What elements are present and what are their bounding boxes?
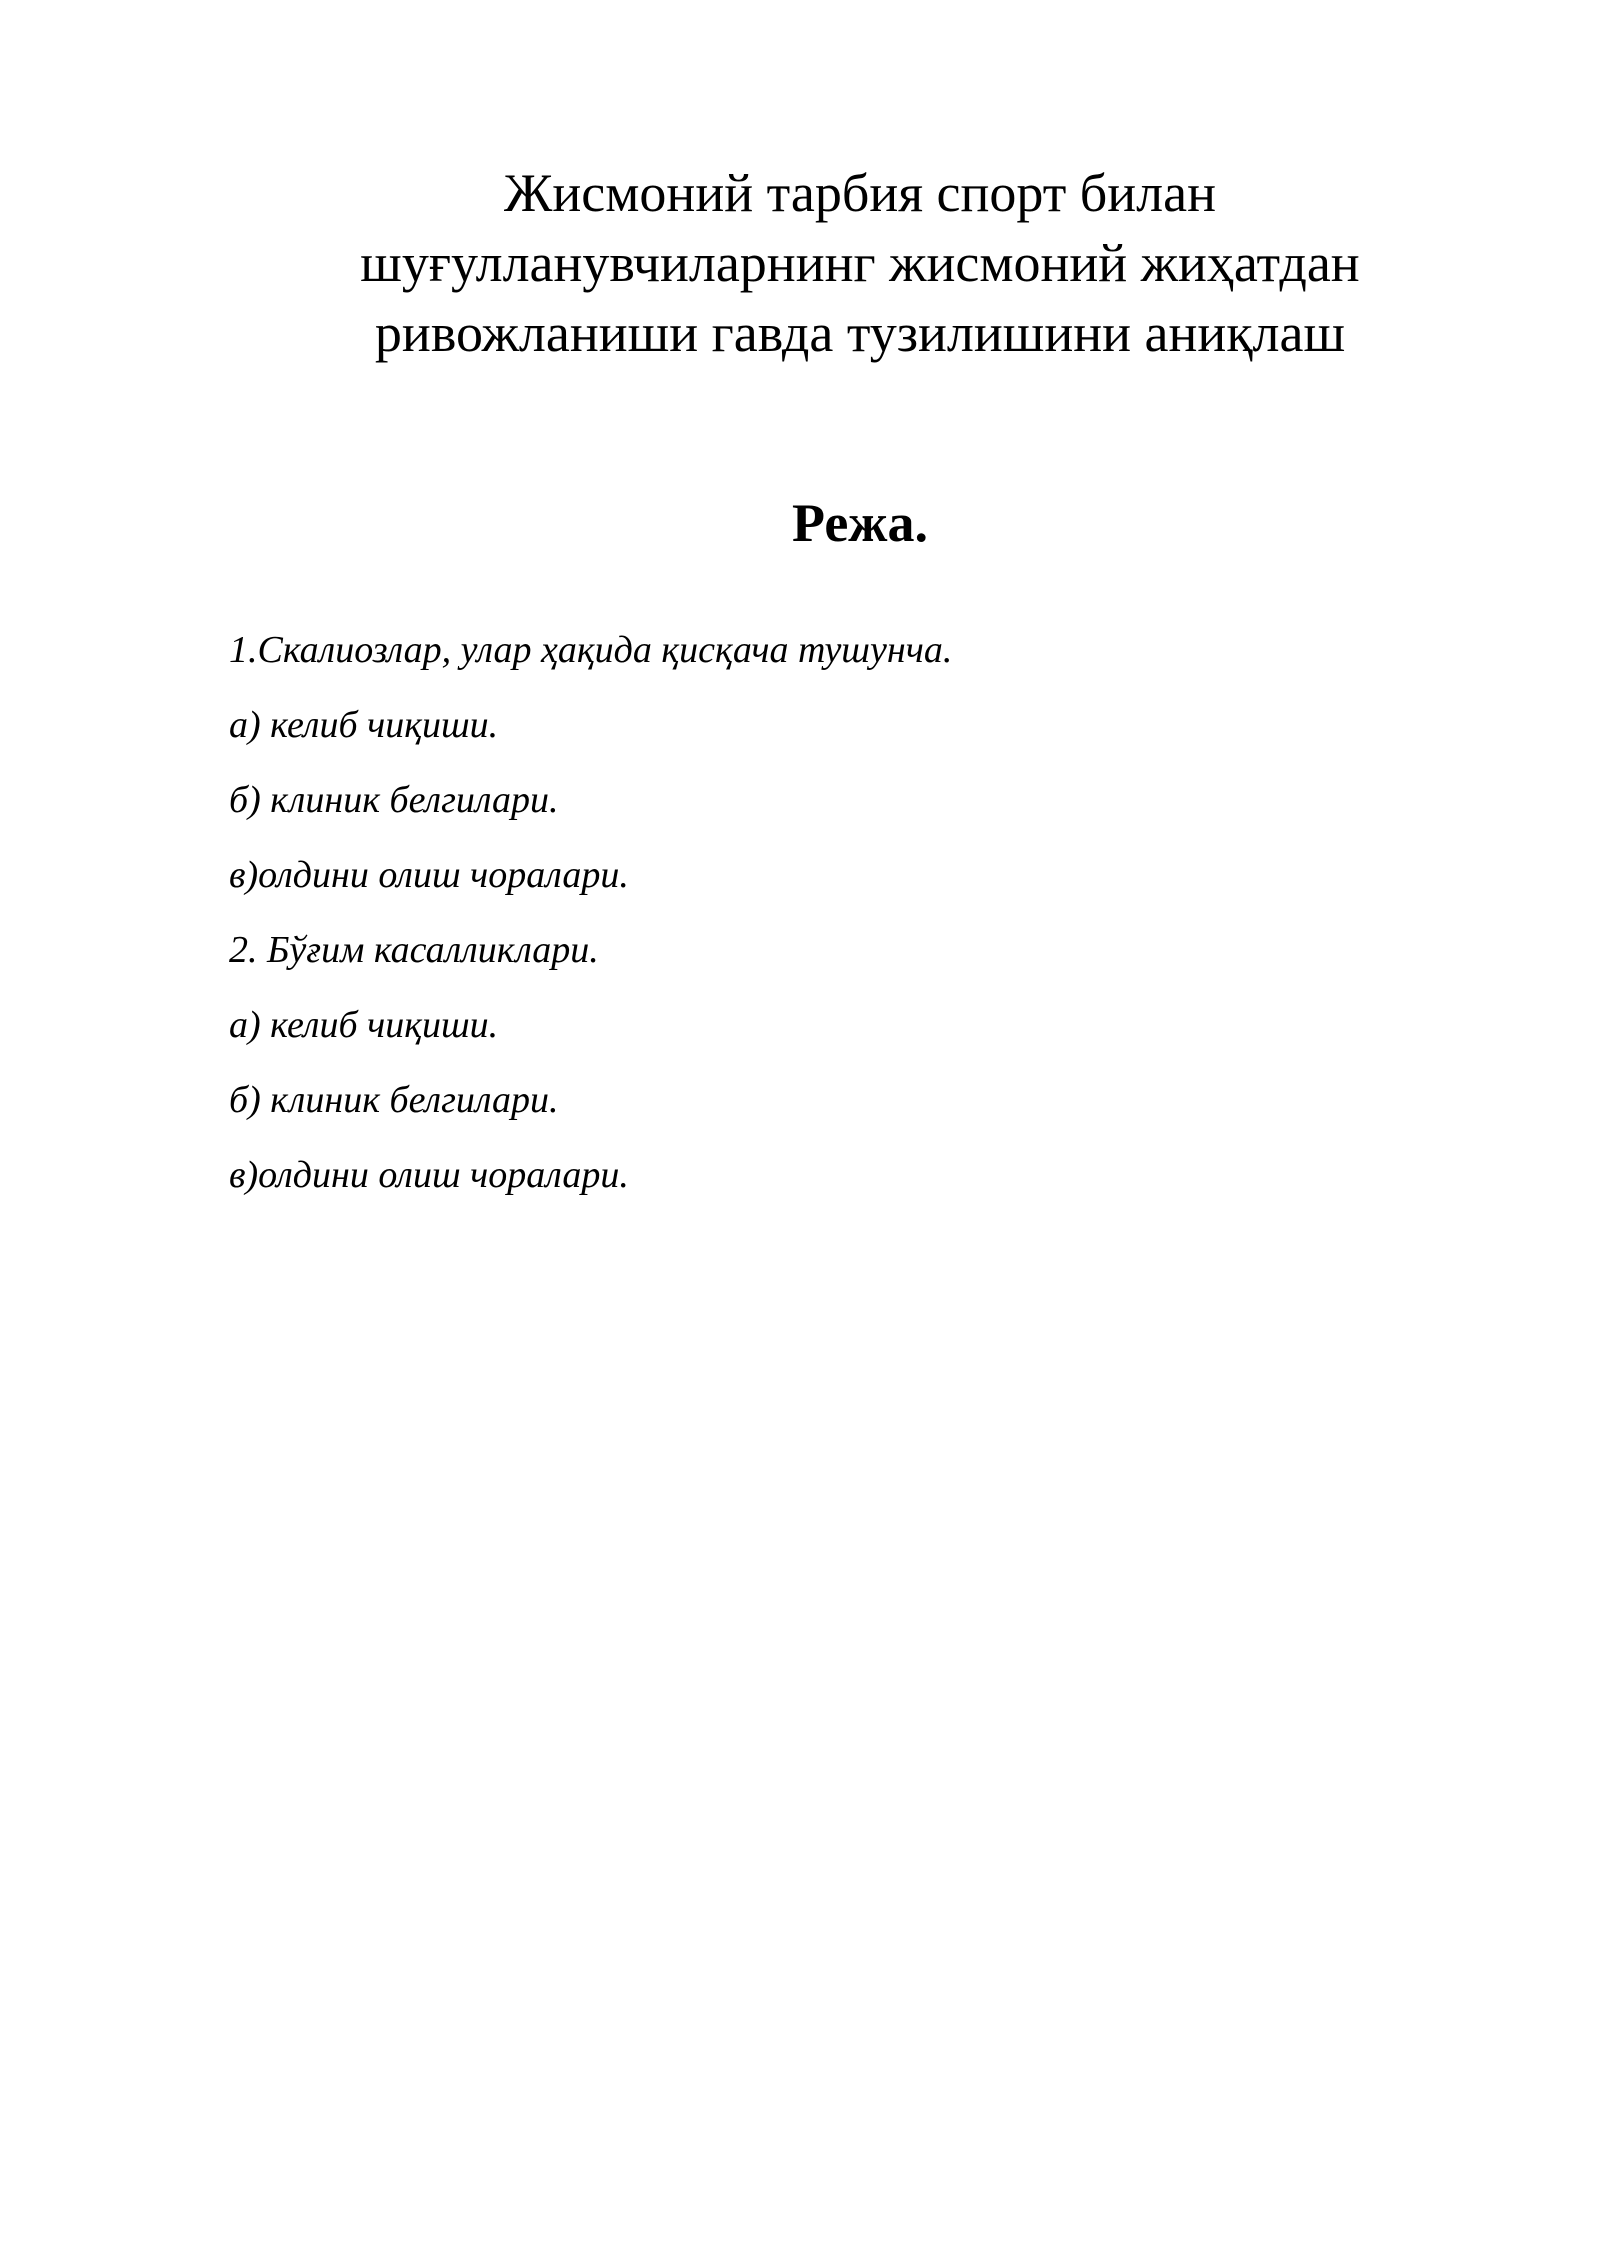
title-line-1: Жисмоний тарбия спорт билан xyxy=(504,163,1216,223)
document-title xyxy=(260,158,1460,368)
plan-item: б) клиник белгилари. xyxy=(229,779,559,821)
title-line-3: ривожланиши гавда тузилишини аниқлаш xyxy=(374,303,1346,363)
title-line-2: шуғулланувчиларнинг жисмоний жиҳатдан xyxy=(360,233,1360,293)
plan-heading: Режа. xyxy=(792,493,928,553)
plan-item: 1.Скалиозлар, улар ҳақида қисқача тушунча. xyxy=(229,629,953,671)
plan-item: в)олдини олиш чоралари. xyxy=(229,1154,629,1196)
plan-item: б) клиник белгилари. xyxy=(229,1079,559,1121)
plan-list xyxy=(229,620,952,1220)
plan-item: а) келиб чиқиши. xyxy=(229,704,499,746)
plan-item: в)олдини олиш чоралари. xyxy=(229,854,629,896)
plan-item: 2. Бўғим касалликлари. xyxy=(229,929,599,971)
plan-item: а) келиб чиқиши. xyxy=(229,1004,499,1046)
